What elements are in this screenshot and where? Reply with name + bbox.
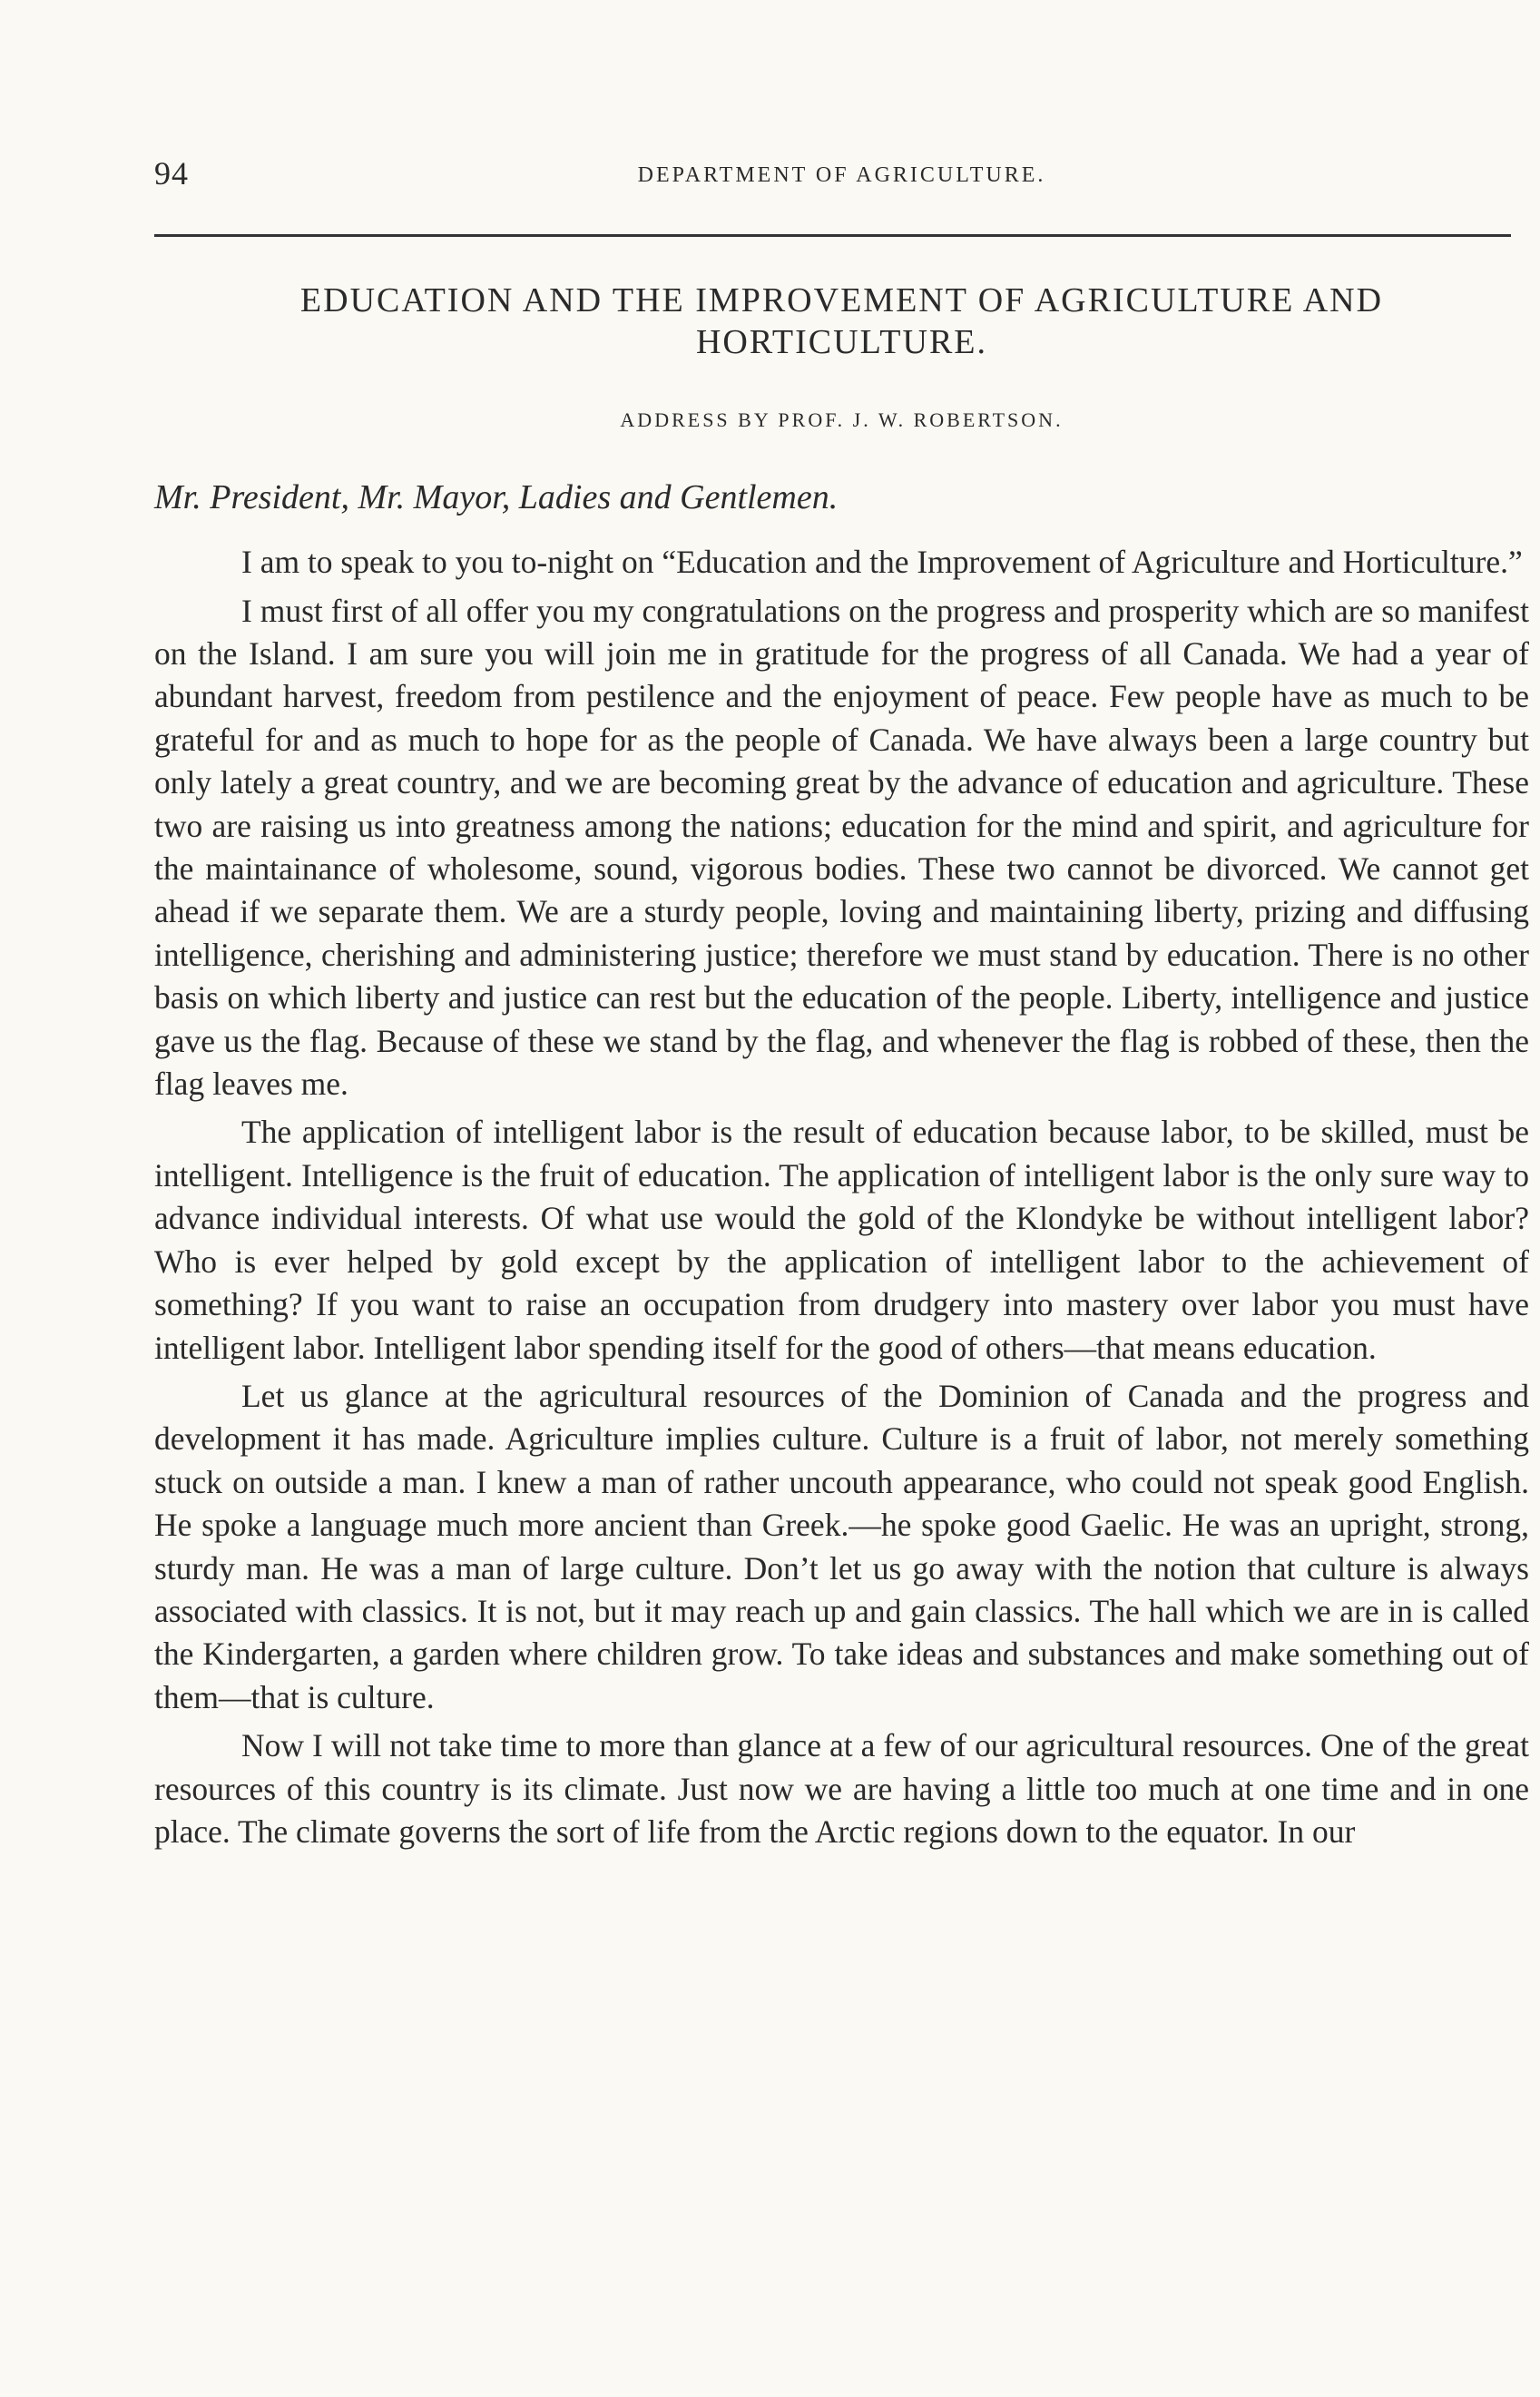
running-title: DEPARTMENT OF AGRICULTURE. — [637, 163, 1046, 187]
page-number: 94 — [154, 155, 189, 192]
paragraph: Let us glance at the agricultural resources of the Dominion of Canada and the progress and development it has made. Agriculture implies culture. Culture is a fruit of labor, not merely something stuck on outside a man. I knew a man of rather uncouth appearance, who could not speak good English. He spoke a language much more ancient than Greek.—he spoke good Gaelic. He was an upright, strong, sturdy man. He was a man of large culture. Don’t let us go away with the notion that culture is always associated with classics. It is not, but it may reach up and gain classics. The hall which we are in is called the Kindergarten, a garden where children grow. To take ideas and substances and make something out of them—that is culture. — [154, 1377, 1529, 1715]
article-title — [154, 280, 1529, 363]
byline: ADDRESS BY PROF. J. W. ROBERTSON. — [620, 408, 1064, 432]
paragraph: I am to speak to you to-night on “Education and the Improvement of Agriculture and Horticulture.” — [241, 544, 1523, 581]
article-title-line-2: HORTICULTURE. — [695, 322, 988, 361]
paragraph: The application of intelligent labor is the result of education because labor, to be skilled, must be intelligent. Intelligence is the fruit of education. The application of intelligent labor is the only sure way to advance individual interests. Of what use would the gold of the Klondyke be without intelligent labor? Who is ever helped by gold except by the application of intelligent labor to the achievement of something? If you want to raise an occupation from drudgery into mastery over labor you must have intelligent labor. Intelligent labor spending itself for the good of others—that means education. — [154, 1114, 1529, 1366]
salutation: Mr. President, Mr. Mayor, Ladies and Gentlemen. — [154, 478, 839, 517]
document-page — [154, 154, 1529, 1859]
article-title-line-1: EDUCATION AND THE IMPROVEMENT OF AGRICULTURE AND — [299, 281, 1384, 319]
running-head — [154, 154, 1529, 209]
article-body — [154, 541, 1529, 1853]
paragraph: Now I will not take time to more than glance at a few of our agricultural resources. One of the great resources of this country is its climate. Just now we are having a little too much at one time and in one place. The climate governs the sort of life from the Arctic regions down to the equator. In our — [154, 1727, 1529, 1850]
paragraph: I must first of all offer you my congratulations on the progress and prosperity which are so manifest on the Island. I am sure you will join me in gratitude for the progress of all Canada. We had a year of abundant harvest, freedom from pestilence and the enjoyment of peace. Few people have as much to be grateful for and as much to hope for as the people of Canada. We have always been a large country but only lately a great country, and we are becoming great by the advance of education and agriculture. These two are raising us into greatness among the nations; education for the mind and spirit, and agriculture for the maintainance of wholesome, sound, vigorous bodies. These two cannot be divorced. We cannot get ahead if we separate them. We are a sturdy people, loving and maintaining liberty, prizing and diffusing intelligence, cherishing and administering justice; therefore we must stand by education. There is no other basis on which liberty and justice can rest but the education of the people. Liberty, intelligence and justice gave us the flag. Because of these we stand by the flag, and whenever the flag is robbed of these, then the flag leaves me. — [154, 592, 1529, 1103]
header-rule — [154, 234, 1511, 237]
